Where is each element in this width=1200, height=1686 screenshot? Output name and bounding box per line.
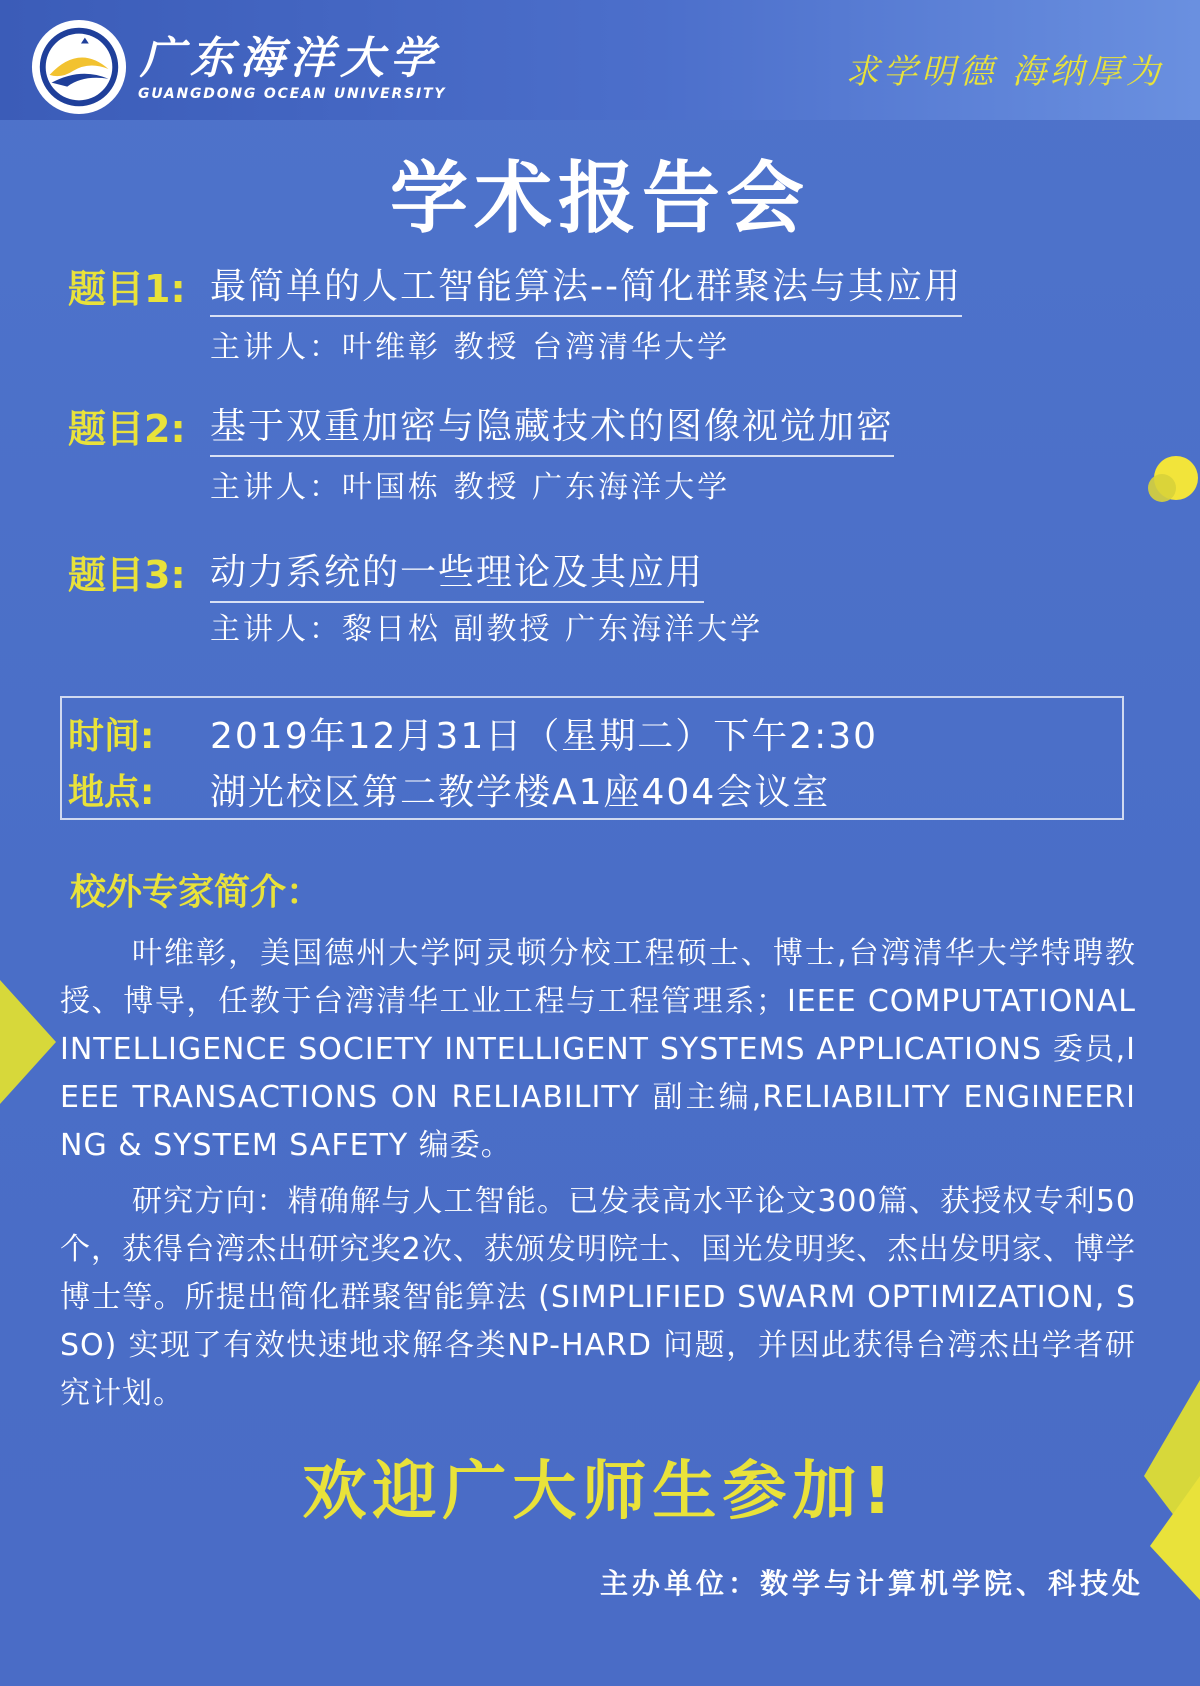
expert-bio-paragraph-2: 研究方向：精确解与人工智能。已发表高水平论文300篇、获授权专利50个，获得台湾杰出研究奖2次、获颁发明院士、国光发明奖、杰出发明家、博学博士等。所提出简化群聚智能算法 (SIMPLIFIED SWARM OPTIMIZATION, SSO) 实现了有效快速地求解各类NP-HARD 问题，并因此获得台湾杰出学者研究计划。	[60, 1184, 1136, 1411]
right-chevron-decoration	[1140, 1380, 1200, 1600]
topic-2	[0, 398, 1200, 538]
left-triangle-decoration	[0, 980, 60, 1110]
welcome-banner: 欢迎广大师生参加!	[302, 1455, 898, 1529]
expert-bio-heading: 校外专家简介：	[70, 872, 323, 913]
topic-2-label: 题目2:	[68, 407, 186, 451]
header-banner	[0, 0, 1200, 120]
topic-1-label: 题目1:	[68, 267, 186, 311]
expert-bio-paragraph-1: 叶维彰，美国德州大学阿灵顿分校工程硕士、博士,台湾清华大学特聘教授、博导，任教于台湾清华工业工程与工程管理系；IEEE COMPUTATIONAL INTELLIGENCE SOCIETY INTELLIGENT SYSTEMS APPLICATIONS 委员,IEEE TRANSACTIONS ON RELIABILITY 副主编,RELIABILITY ENGINEERING & SYSTEM SAFETY 编委。	[60, 936, 1136, 1163]
university-name-cn: 广东海洋大学	[140, 33, 440, 84]
page-title: 学术报告会	[389, 154, 810, 244]
university-name-en: GUANGDONG OCEAN UNIVERSITY	[138, 86, 447, 102]
topic-1-speaker: 主讲人：叶维彰 教授 台湾清华大学	[210, 330, 731, 365]
topic-3-label: 题目3:	[68, 553, 186, 597]
topic-3-title: 动力系统的一些理论及其应用	[210, 544, 704, 603]
place-value: 湖光校区第二教学楼A1座404会议室	[210, 772, 831, 813]
topic-3	[0, 544, 1200, 684]
organizer-text: 主办单位：数学与计算机学院、科技处	[599, 1567, 1144, 1600]
time-label: 时间:	[68, 716, 155, 757]
place-label: 地点:	[68, 772, 155, 813]
university-logo-icon	[30, 18, 128, 116]
topic-3-speaker: 主讲人：黎日松 副教授 广东海洋大学	[210, 612, 764, 647]
topic-1	[0, 258, 1200, 398]
topic-2-title: 基于双重加密与隐藏技术的图像视觉加密	[210, 398, 894, 457]
dots-decoration	[1142, 450, 1200, 512]
topic-2-speaker: 主讲人：叶国栋 教授 广东海洋大学	[210, 470, 731, 505]
time-value: 2019年12月31日（星期二）下午2:30	[210, 716, 879, 757]
university-motto: 求学明德 海纳厚为	[845, 52, 1164, 92]
topic-1-title: 最简单的人工智能算法--简化群聚法与其应用	[210, 258, 962, 317]
event-info-box	[60, 696, 1124, 820]
